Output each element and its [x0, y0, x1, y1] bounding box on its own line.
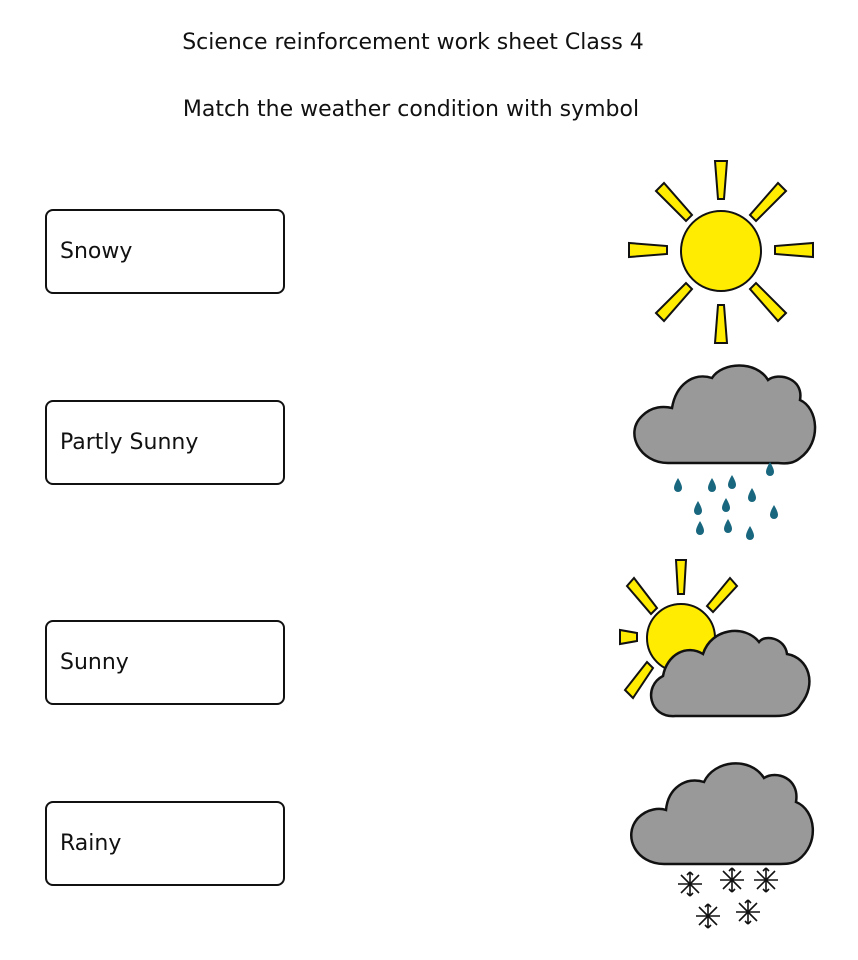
condition-box-snowy[interactable]: [45, 209, 285, 294]
worksheet-title: Science reinforcement work sheet Class 4: [182, 30, 644, 55]
rain-cloud-icon[interactable]: [628, 358, 818, 548]
condition-label: Rainy: [60, 831, 122, 856]
condition-label: Snowy: [60, 239, 133, 264]
partly-sunny-icon[interactable]: [615, 558, 820, 728]
snow-cloud-icon[interactable]: [626, 756, 818, 946]
condition-label: Partly Sunny: [60, 430, 199, 455]
condition-box-rainy[interactable]: [45, 801, 285, 886]
condition-label: Sunny: [60, 650, 129, 675]
worksheet-instruction: Match the weather condition with symbol: [182, 97, 640, 122]
sun-icon[interactable]: [620, 155, 820, 350]
condition-box-sunny[interactable]: [45, 620, 285, 705]
condition-box-partly-sunny[interactable]: [45, 400, 285, 485]
